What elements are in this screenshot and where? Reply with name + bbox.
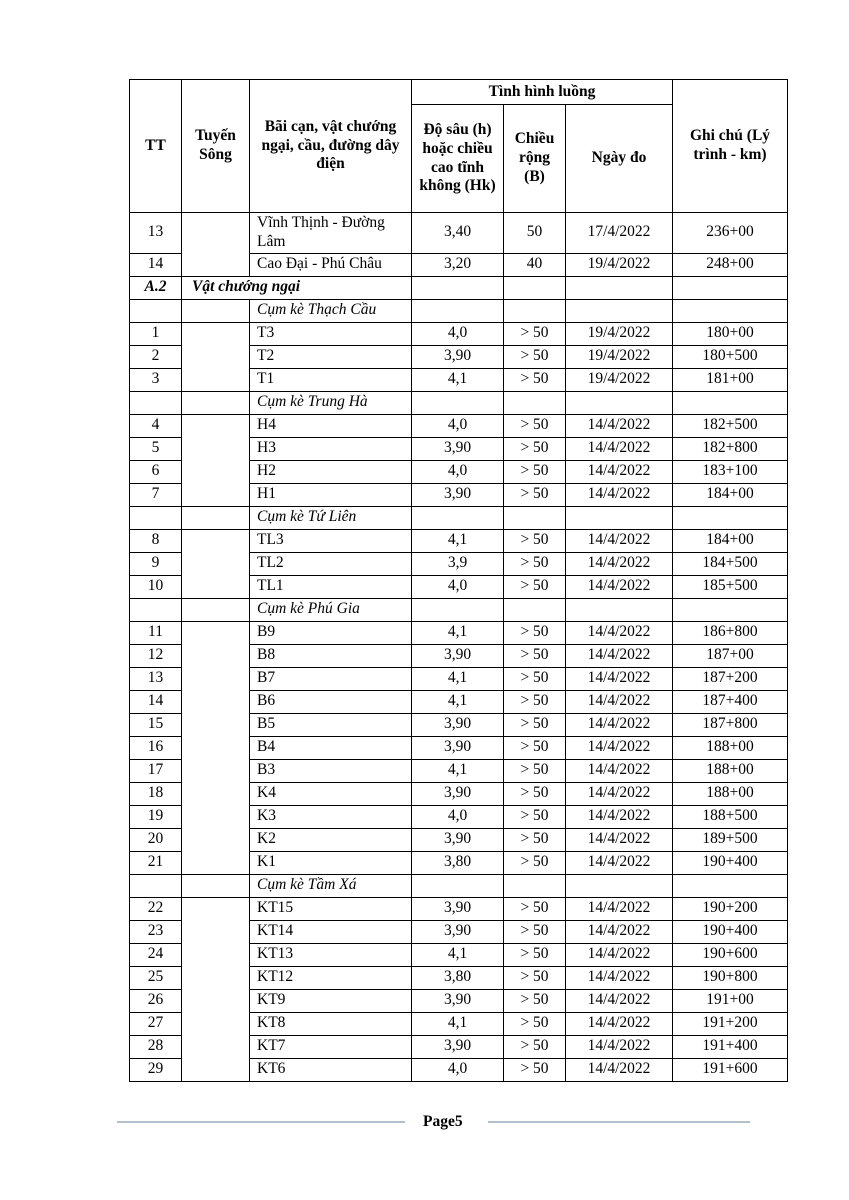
note-value: 187+200 bbox=[673, 667, 788, 690]
obstacle-name: T1 bbox=[250, 368, 412, 391]
cell-empty bbox=[182, 506, 250, 529]
row-number: 9 bbox=[130, 552, 182, 575]
row-number: 8 bbox=[130, 529, 182, 552]
note-value: 191+00 bbox=[673, 989, 788, 1012]
obstacle-name: H3 bbox=[250, 437, 412, 460]
header-obstacle: Bãi cạn, vật chướng ngại, cầu, đường dây điện bbox=[250, 80, 412, 213]
note-value: 191+600 bbox=[673, 1058, 788, 1081]
obstacle-name: TL2 bbox=[250, 552, 412, 575]
river-cell bbox=[182, 213, 250, 277]
obstacle-name: KT12 bbox=[250, 966, 412, 989]
group-row bbox=[130, 299, 788, 322]
cell-empty bbox=[504, 276, 566, 299]
obstacle-name: K2 bbox=[250, 828, 412, 851]
date-value: 19/4/2022 bbox=[566, 368, 673, 391]
cell-empty bbox=[182, 874, 250, 897]
width-value: > 50 bbox=[504, 782, 566, 805]
date-value: 17/4/2022 bbox=[566, 213, 673, 254]
date-value: 19/4/2022 bbox=[566, 345, 673, 368]
depth-value: 3,80 bbox=[412, 851, 504, 874]
depth-value: 4,1 bbox=[412, 690, 504, 713]
width-value: > 50 bbox=[504, 1035, 566, 1058]
width-value: > 50 bbox=[504, 368, 566, 391]
depth-value: 4,1 bbox=[412, 621, 504, 644]
depth-value: 3,90 bbox=[412, 828, 504, 851]
width-value: > 50 bbox=[504, 943, 566, 966]
depth-value: 3,90 bbox=[412, 1035, 504, 1058]
width-value: > 50 bbox=[504, 322, 566, 345]
note-value: 187+00 bbox=[673, 644, 788, 667]
header-width: Chiều rộng (B) bbox=[504, 105, 566, 213]
date-value: 14/4/2022 bbox=[566, 437, 673, 460]
obstacle-name: KT15 bbox=[250, 897, 412, 920]
width-value: > 50 bbox=[504, 713, 566, 736]
depth-value: 3,90 bbox=[412, 483, 504, 506]
cell-empty bbox=[673, 391, 788, 414]
depth-value: 3,90 bbox=[412, 713, 504, 736]
cell-empty bbox=[673, 276, 788, 299]
note-value: 186+800 bbox=[673, 621, 788, 644]
row-number: 2 bbox=[130, 345, 182, 368]
width-value: > 50 bbox=[504, 690, 566, 713]
depth-value: 4,0 bbox=[412, 805, 504, 828]
obstacle-name: B6 bbox=[250, 690, 412, 713]
width-value: > 50 bbox=[504, 1058, 566, 1081]
header-channel-group: Tình hình luồng bbox=[412, 80, 673, 105]
width-value: > 50 bbox=[504, 897, 566, 920]
row-number: 7 bbox=[130, 483, 182, 506]
row-number: 17 bbox=[130, 759, 182, 782]
width-value: > 50 bbox=[504, 414, 566, 437]
date-value: 14/4/2022 bbox=[566, 552, 673, 575]
note-value: 190+400 bbox=[673, 851, 788, 874]
row-number: 29 bbox=[130, 1058, 182, 1081]
note-value: 248+00 bbox=[673, 253, 788, 276]
river-cell bbox=[182, 414, 250, 506]
date-value: 14/4/2022 bbox=[566, 920, 673, 943]
group-title: Cụm kè Tứ Liên bbox=[250, 506, 412, 529]
date-value: 14/4/2022 bbox=[566, 1012, 673, 1035]
table-header bbox=[130, 80, 788, 213]
obstacle-name: KT14 bbox=[250, 920, 412, 943]
cell-empty bbox=[566, 874, 673, 897]
row-number: 15 bbox=[130, 713, 182, 736]
depth-value: 4,1 bbox=[412, 1012, 504, 1035]
cell-empty bbox=[130, 391, 182, 414]
obstacle-name: T2 bbox=[250, 345, 412, 368]
group-row bbox=[130, 506, 788, 529]
depth-value: 4,1 bbox=[412, 529, 504, 552]
cell-empty bbox=[130, 598, 182, 621]
row-number: 22 bbox=[130, 897, 182, 920]
note-value: 236+00 bbox=[673, 213, 788, 254]
cell-empty bbox=[504, 598, 566, 621]
depth-value: 4,1 bbox=[412, 368, 504, 391]
width-value: > 50 bbox=[504, 851, 566, 874]
obstacle-name: KT13 bbox=[250, 943, 412, 966]
depth-value: 3,90 bbox=[412, 989, 504, 1012]
date-value: 19/4/2022 bbox=[566, 322, 673, 345]
width-value: 40 bbox=[504, 253, 566, 276]
row-number: 27 bbox=[130, 1012, 182, 1035]
note-value: 180+00 bbox=[673, 322, 788, 345]
date-value: 14/4/2022 bbox=[566, 575, 673, 598]
cell-empty bbox=[182, 299, 250, 322]
row-number: 16 bbox=[130, 736, 182, 759]
table-row bbox=[130, 529, 788, 552]
depth-value: 3,90 bbox=[412, 736, 504, 759]
river-cell bbox=[182, 322, 250, 391]
width-value: > 50 bbox=[504, 736, 566, 759]
obstacle-name: T3 bbox=[250, 322, 412, 345]
note-value: 184+00 bbox=[673, 529, 788, 552]
obstacle-name: KT8 bbox=[250, 1012, 412, 1035]
note-value: 180+500 bbox=[673, 345, 788, 368]
date-value: 14/4/2022 bbox=[566, 644, 673, 667]
date-value: 14/4/2022 bbox=[566, 690, 673, 713]
depth-value: 4,1 bbox=[412, 759, 504, 782]
page-footer bbox=[117, 1110, 750, 1134]
row-number: 5 bbox=[130, 437, 182, 460]
header-note: Ghi chú (Lý trình - km) bbox=[673, 80, 788, 213]
row-number: 26 bbox=[130, 989, 182, 1012]
river-cell bbox=[182, 621, 250, 874]
depth-value: 3,40 bbox=[412, 213, 504, 254]
depth-value: 4,1 bbox=[412, 943, 504, 966]
depth-value: 3,90 bbox=[412, 345, 504, 368]
width-value: 50 bbox=[504, 213, 566, 254]
cell-empty bbox=[182, 598, 250, 621]
cell-empty bbox=[566, 506, 673, 529]
obstacle-name: Vĩnh Thịnh - Đường Lâm bbox=[250, 213, 412, 254]
date-value: 14/4/2022 bbox=[566, 943, 673, 966]
date-value: 14/4/2022 bbox=[566, 414, 673, 437]
obstacle-name: B4 bbox=[250, 736, 412, 759]
note-value: 182+500 bbox=[673, 414, 788, 437]
table-row bbox=[130, 897, 788, 920]
group-title: Cụm kè Phú Gia bbox=[250, 598, 412, 621]
width-value: > 50 bbox=[504, 483, 566, 506]
section-row bbox=[130, 276, 788, 299]
cell-empty bbox=[412, 276, 504, 299]
obstacle-name: B3 bbox=[250, 759, 412, 782]
date-value: 14/4/2022 bbox=[566, 805, 673, 828]
cell-empty bbox=[412, 598, 504, 621]
width-value: > 50 bbox=[504, 529, 566, 552]
note-value: 185+500 bbox=[673, 575, 788, 598]
width-value: > 50 bbox=[504, 437, 566, 460]
date-value: 14/4/2022 bbox=[566, 621, 673, 644]
obstacle-name: H4 bbox=[250, 414, 412, 437]
obstacle-name: K3 bbox=[250, 805, 412, 828]
depth-value: 3,90 bbox=[412, 437, 504, 460]
obstacle-name: K1 bbox=[250, 851, 412, 874]
row-number: 24 bbox=[130, 943, 182, 966]
width-value: > 50 bbox=[504, 759, 566, 782]
cell-empty bbox=[566, 391, 673, 414]
cell-empty bbox=[504, 506, 566, 529]
width-value: > 50 bbox=[504, 966, 566, 989]
date-value: 14/4/2022 bbox=[566, 713, 673, 736]
footer-rule-left bbox=[117, 1121, 405, 1123]
row-number: 12 bbox=[130, 644, 182, 667]
row-number: 14 bbox=[130, 253, 182, 276]
date-value: 14/4/2022 bbox=[566, 759, 673, 782]
depth-value: 4,0 bbox=[412, 1058, 504, 1081]
date-value: 14/4/2022 bbox=[566, 460, 673, 483]
table-body bbox=[130, 213, 788, 1082]
depth-value: 4,0 bbox=[412, 414, 504, 437]
header-depth: Độ sâu (h) hoặc chiều cao tĩnh không (Hk) bbox=[412, 105, 504, 213]
cell-empty bbox=[566, 598, 673, 621]
cell-empty bbox=[504, 874, 566, 897]
date-value: 14/4/2022 bbox=[566, 782, 673, 805]
date-value: 14/4/2022 bbox=[566, 989, 673, 1012]
river-cell bbox=[182, 897, 250, 1081]
row-number: 25 bbox=[130, 966, 182, 989]
cell-empty bbox=[673, 874, 788, 897]
channel-condition-table bbox=[129, 79, 788, 1082]
note-value: 190+600 bbox=[673, 943, 788, 966]
row-number: 23 bbox=[130, 920, 182, 943]
note-value: 190+800 bbox=[673, 966, 788, 989]
obstacle-name: B8 bbox=[250, 644, 412, 667]
table-row bbox=[130, 322, 788, 345]
note-value: 190+400 bbox=[673, 920, 788, 943]
group-title: Cụm kè Thạch Cầu bbox=[250, 299, 412, 322]
obstacle-name: TL3 bbox=[250, 529, 412, 552]
width-value: > 50 bbox=[504, 575, 566, 598]
table-row bbox=[130, 414, 788, 437]
cell-empty bbox=[504, 391, 566, 414]
depth-value: 3,80 bbox=[412, 966, 504, 989]
group-title: Cụm kè Tầm Xá bbox=[250, 874, 412, 897]
date-value: 14/4/2022 bbox=[566, 966, 673, 989]
note-value: 188+500 bbox=[673, 805, 788, 828]
table-row bbox=[130, 213, 788, 254]
row-number: 4 bbox=[130, 414, 182, 437]
row-number: 10 bbox=[130, 575, 182, 598]
depth-value: 3,90 bbox=[412, 920, 504, 943]
date-value: 14/4/2022 bbox=[566, 736, 673, 759]
note-value: 191+400 bbox=[673, 1035, 788, 1058]
obstacle-name: H2 bbox=[250, 460, 412, 483]
group-row bbox=[130, 874, 788, 897]
row-number: 1 bbox=[130, 322, 182, 345]
cell-empty bbox=[130, 874, 182, 897]
row-number: 18 bbox=[130, 782, 182, 805]
note-value: 188+00 bbox=[673, 736, 788, 759]
note-value: 188+00 bbox=[673, 782, 788, 805]
table-row bbox=[130, 621, 788, 644]
cell-empty bbox=[673, 598, 788, 621]
depth-value: 3,90 bbox=[412, 897, 504, 920]
row-number: 20 bbox=[130, 828, 182, 851]
note-value: 189+500 bbox=[673, 828, 788, 851]
width-value: > 50 bbox=[504, 667, 566, 690]
note-value: 190+200 bbox=[673, 897, 788, 920]
depth-value: 3,90 bbox=[412, 782, 504, 805]
date-value: 19/4/2022 bbox=[566, 253, 673, 276]
depth-value: 4,0 bbox=[412, 575, 504, 598]
date-value: 14/4/2022 bbox=[566, 851, 673, 874]
date-value: 14/4/2022 bbox=[566, 483, 673, 506]
note-value: 187+400 bbox=[673, 690, 788, 713]
date-value: 14/4/2022 bbox=[566, 667, 673, 690]
note-value: 182+800 bbox=[673, 437, 788, 460]
row-number: 19 bbox=[130, 805, 182, 828]
river-cell bbox=[182, 529, 250, 598]
depth-value: 3,20 bbox=[412, 253, 504, 276]
section-number: A.2 bbox=[130, 276, 182, 299]
group-title: Cụm kè Trung Hà bbox=[250, 391, 412, 414]
note-value: 191+200 bbox=[673, 1012, 788, 1035]
width-value: > 50 bbox=[504, 460, 566, 483]
width-value: > 50 bbox=[504, 621, 566, 644]
depth-value: 3,9 bbox=[412, 552, 504, 575]
cell-empty bbox=[566, 276, 673, 299]
group-row bbox=[130, 391, 788, 414]
width-value: > 50 bbox=[504, 989, 566, 1012]
cell-empty bbox=[673, 299, 788, 322]
header-date: Ngày đo bbox=[566, 105, 673, 213]
obstacle-name: KT9 bbox=[250, 989, 412, 1012]
row-number: 13 bbox=[130, 667, 182, 690]
row-number: 13 bbox=[130, 213, 182, 254]
obstacle-name: K4 bbox=[250, 782, 412, 805]
width-value: > 50 bbox=[504, 644, 566, 667]
width-value: > 50 bbox=[504, 805, 566, 828]
width-value: > 50 bbox=[504, 920, 566, 943]
obstacle-name: KT6 bbox=[250, 1058, 412, 1081]
header-row-top bbox=[130, 80, 788, 105]
width-value: > 50 bbox=[504, 552, 566, 575]
obstacle-name: Cao Đại - Phú Châu bbox=[250, 253, 412, 276]
header-river: Tuyến Sông bbox=[182, 80, 250, 213]
row-number: 6 bbox=[130, 460, 182, 483]
obstacle-name: B5 bbox=[250, 713, 412, 736]
date-value: 14/4/2022 bbox=[566, 1058, 673, 1081]
date-value: 14/4/2022 bbox=[566, 529, 673, 552]
cell-empty bbox=[412, 874, 504, 897]
cell-empty bbox=[566, 299, 673, 322]
page-number-label: Page5 bbox=[423, 1113, 463, 1130]
width-value: > 50 bbox=[504, 828, 566, 851]
depth-value: 4,1 bbox=[412, 667, 504, 690]
section-title: Vật chướng ngại bbox=[182, 276, 412, 299]
note-value: 183+100 bbox=[673, 460, 788, 483]
cell-empty bbox=[504, 299, 566, 322]
obstacle-name: H1 bbox=[250, 483, 412, 506]
row-number: 11 bbox=[130, 621, 182, 644]
date-value: 14/4/2022 bbox=[566, 1035, 673, 1058]
footer-rule-right bbox=[488, 1121, 750, 1123]
row-number: 28 bbox=[130, 1035, 182, 1058]
depth-value: 3,90 bbox=[412, 644, 504, 667]
depth-value: 4,0 bbox=[412, 322, 504, 345]
note-value: 184+500 bbox=[673, 552, 788, 575]
header-tt: TT bbox=[130, 80, 182, 213]
cell-empty bbox=[673, 506, 788, 529]
width-value: > 50 bbox=[504, 1012, 566, 1035]
row-number: 3 bbox=[130, 368, 182, 391]
row-number: 21 bbox=[130, 851, 182, 874]
cell-empty bbox=[412, 506, 504, 529]
note-value: 188+00 bbox=[673, 759, 788, 782]
obstacle-name: B7 bbox=[250, 667, 412, 690]
obstacle-name: B9 bbox=[250, 621, 412, 644]
note-value: 187+800 bbox=[673, 713, 788, 736]
cell-empty bbox=[130, 299, 182, 322]
cell-empty bbox=[130, 506, 182, 529]
obstacle-name: TL1 bbox=[250, 575, 412, 598]
date-value: 14/4/2022 bbox=[566, 828, 673, 851]
cell-empty bbox=[412, 391, 504, 414]
depth-value: 4,0 bbox=[412, 460, 504, 483]
row-number: 14 bbox=[130, 690, 182, 713]
note-value: 184+00 bbox=[673, 483, 788, 506]
cell-empty bbox=[412, 299, 504, 322]
cell-empty bbox=[182, 391, 250, 414]
obstacle-name: KT7 bbox=[250, 1035, 412, 1058]
date-value: 14/4/2022 bbox=[566, 897, 673, 920]
group-row bbox=[130, 598, 788, 621]
width-value: > 50 bbox=[504, 345, 566, 368]
note-value: 181+00 bbox=[673, 368, 788, 391]
